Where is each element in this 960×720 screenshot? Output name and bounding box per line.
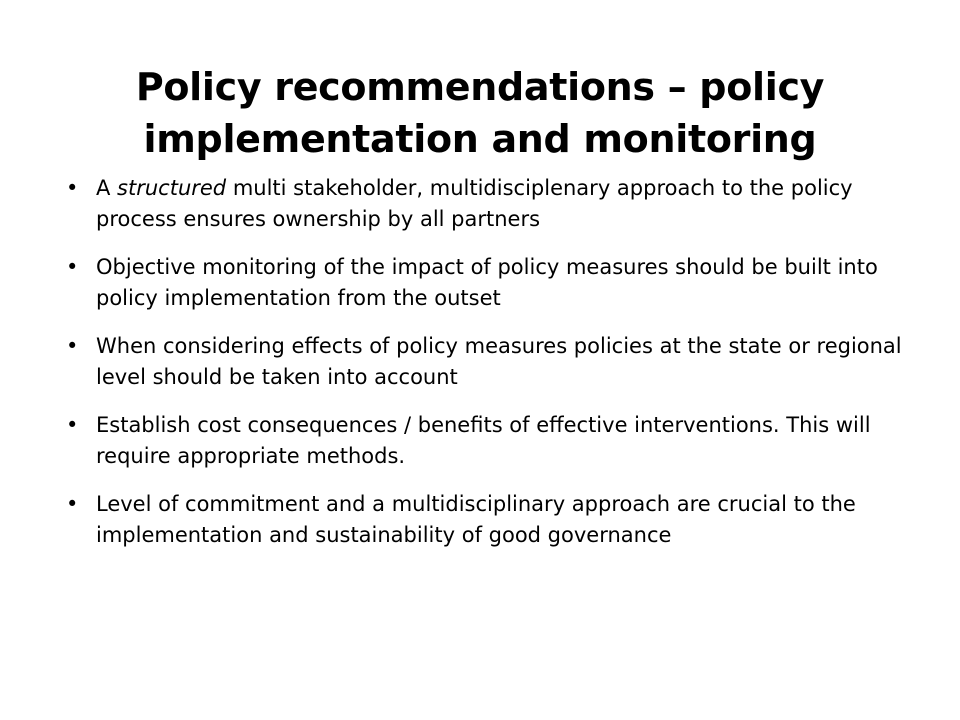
bullet-icon: • xyxy=(66,255,79,279)
bullet-item xyxy=(68,410,913,472)
bullet-text-pre: A xyxy=(96,176,118,200)
bullet-icon: • xyxy=(66,492,79,516)
bullet-item xyxy=(68,331,913,393)
bullet-item xyxy=(68,489,913,551)
bullet-list xyxy=(68,173,913,568)
bullet-item xyxy=(68,173,913,235)
bullet-text: When considering effects of policy measures policies at the state or regional level should be taken into account xyxy=(96,334,902,389)
bullet-icon: • xyxy=(66,176,79,200)
bullet-text-post: multi stakeholder, multidisciplenary approach to the policy process ensures ownership by all partners xyxy=(96,176,853,231)
bullet-icon: • xyxy=(66,334,79,358)
bullet-text: Objective monitoring of the impact of policy measures should be built into policy implementation from the outset xyxy=(96,255,878,310)
slide-title: Policy recommendations – policy implementation and monitoring xyxy=(135,65,825,162)
bullet-text-emphasis: structured xyxy=(117,176,227,200)
bullet-text: Level of commitment and a multidisciplinary approach are crucial to the implementation and sustainability of good governance xyxy=(96,492,856,547)
bullet-icon: • xyxy=(66,413,79,437)
bullet-item xyxy=(68,252,913,314)
bullet-text: Establish cost consequences / benefits of effective interventions. This will require appropriate methods. xyxy=(96,413,871,468)
